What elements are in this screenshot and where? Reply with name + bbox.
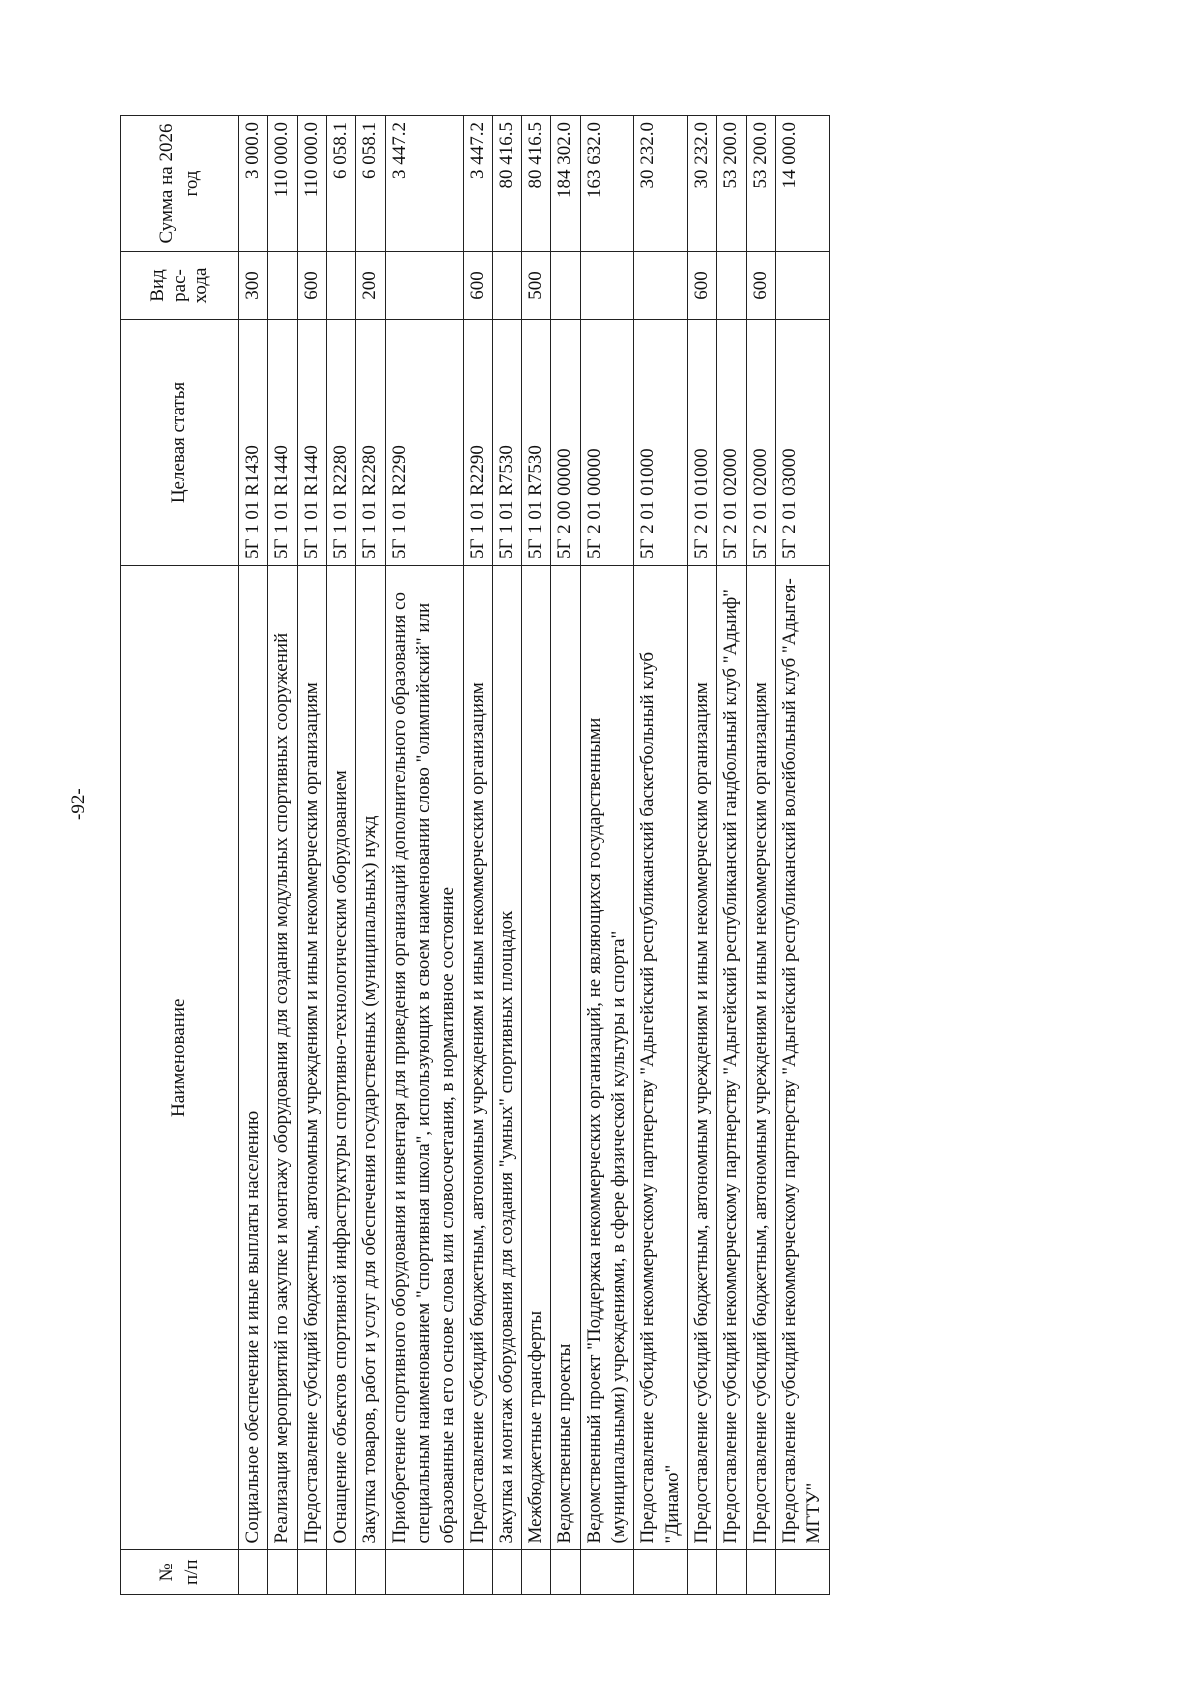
- row-number: [746, 1550, 775, 1595]
- table-row: [746, 116, 775, 1595]
- row-number: [268, 1550, 297, 1595]
- row-amount: 163 632.0: [580, 116, 634, 252]
- row-expense-type: [551, 251, 580, 319]
- table-row: [522, 116, 551, 1595]
- row-name: Межбюджетные трансферты: [522, 566, 551, 1550]
- table-body: [239, 116, 830, 1595]
- header-kind: Вид рас-хода: [121, 251, 239, 319]
- row-number: [688, 1550, 717, 1595]
- header-num: № п/п: [121, 1550, 239, 1595]
- row-amount: 30 232.0: [634, 116, 688, 252]
- row-amount: 14 000.0: [775, 116, 829, 252]
- row-amount: 110 000.0: [268, 116, 297, 252]
- row-expense-type: 600: [688, 251, 717, 319]
- row-expense-type: 600: [297, 251, 326, 319]
- row-number: [239, 1550, 268, 1595]
- table-row: [688, 116, 717, 1595]
- row-name: Предоставление субсидий бюджетным, автономным учреждениям и иным некоммерческим организациям: [297, 566, 326, 1550]
- header-code: Целевая статья: [121, 319, 239, 565]
- table-row: [717, 116, 746, 1595]
- row-name: Ведомственные проекты: [551, 566, 580, 1550]
- row-target-article: 5Г 2 00 00000: [551, 319, 580, 565]
- row-number: [356, 1550, 385, 1595]
- row-expense-type: [775, 251, 829, 319]
- row-name: Приобретение спортивного оборудования и инвентаря для приведения организаций дополнительного образования со специальным наименованием "спортивная школа", использующих в своем наименовании слово "олимпийский" или образованные на его основе слова или словосочетания, в нормативное состояние: [385, 566, 463, 1550]
- row-name: Закупка и монтаж оборудования для создания "умных" спортивных площадок: [492, 566, 521, 1550]
- row-number: [551, 1550, 580, 1595]
- row-amount: 6 058.1: [356, 116, 385, 252]
- row-name: Ведомственный проект "Поддержка некоммерческих организаций, не являющихся государственными (муниципальными) учреждениями, в сфере физической культуры и спорта": [580, 566, 634, 1550]
- table-row: [775, 116, 829, 1595]
- rotated-table-container: [120, 115, 1060, 1595]
- row-number: [634, 1550, 688, 1595]
- row-target-article: 5Г 1 01 R1430: [239, 319, 268, 565]
- row-number: [326, 1550, 355, 1595]
- table-row: [492, 116, 521, 1595]
- row-name: Предоставление субсидий некоммерческому партнерству "Адыгейский республиканский гандбольный клуб "Адыиф": [717, 566, 746, 1550]
- row-number: [463, 1550, 492, 1595]
- row-target-article: 5Г 2 01 01000: [688, 319, 717, 565]
- row-name: Закупка товаров, работ и услуг для обеспечения государственных (муниципальных) нужд: [356, 566, 385, 1550]
- row-target-article: 5Г 2 01 02000: [717, 319, 746, 565]
- row-name: Предоставление субсидий бюджетным, автономным учреждениям и иным некоммерческим организациям: [746, 566, 775, 1550]
- row-amount: 6 058.1: [326, 116, 355, 252]
- row-amount: 110 000.0: [297, 116, 326, 252]
- row-target-article: 5Г 1 01 R2280: [356, 319, 385, 565]
- row-target-article: 5Г 2 01 03000: [775, 319, 829, 565]
- row-expense-type: 300: [239, 251, 268, 319]
- row-target-article: 5Г 1 01 R1440: [297, 319, 326, 565]
- row-amount: 3 447.2: [463, 116, 492, 252]
- row-target-article: 5Г 1 01 R7530: [492, 319, 521, 565]
- row-number: [775, 1550, 829, 1595]
- row-amount: 184 302.0: [551, 116, 580, 252]
- table-row: [356, 116, 385, 1595]
- row-expense-type: [717, 251, 746, 319]
- row-amount: 80 416.5: [522, 116, 551, 252]
- row-number: [297, 1550, 326, 1595]
- row-expense-type: [492, 251, 521, 319]
- row-target-article: 5Г 1 01 R2280: [326, 319, 355, 565]
- row-expense-type: 200: [356, 251, 385, 319]
- row-target-article: 5Г 1 01 R7530: [522, 319, 551, 565]
- row-target-article: 5Г 1 01 R2290: [385, 319, 463, 565]
- row-name: Предоставление субсидий некоммерческому партнерству "Адыгейский республиканский волейбольный клуб "Адыгея-МГТУ": [775, 566, 829, 1550]
- row-amount: 53 200.0: [717, 116, 746, 252]
- table-row: [634, 116, 688, 1595]
- row-expense-type: 600: [746, 251, 775, 319]
- row-number: [385, 1550, 463, 1595]
- row-expense-type: [268, 251, 297, 319]
- row-amount: 30 232.0: [688, 116, 717, 252]
- table-row: [580, 116, 634, 1595]
- row-number: [522, 1550, 551, 1595]
- table-row: [268, 116, 297, 1595]
- row-number: [580, 1550, 634, 1595]
- row-expense-type: [580, 251, 634, 319]
- row-expense-type: [634, 251, 688, 319]
- row-name: Предоставление субсидий бюджетным, автономным учреждениям и иным некоммерческим организациям: [463, 566, 492, 1550]
- page-number: -92-: [68, 788, 89, 820]
- row-amount: 80 416.5: [492, 116, 521, 252]
- table-header: [121, 116, 239, 1595]
- row-amount: 53 200.0: [746, 116, 775, 252]
- row-amount: 3 447.2: [385, 116, 463, 252]
- row-name: Предоставление субсидий некоммерческому партнерству "Адыгейский республиканский баскетбольный клуб "Динамо": [634, 566, 688, 1550]
- row-target-article: 5Г 2 01 02000: [746, 319, 775, 565]
- table-row: [297, 116, 326, 1595]
- row-expense-type: [326, 251, 355, 319]
- row-target-article: 5Г 1 01 R2290: [463, 319, 492, 565]
- row-target-article: 5Г 2 01 01000: [634, 319, 688, 565]
- row-expense-type: [385, 251, 463, 319]
- table-row: [463, 116, 492, 1595]
- row-target-article: 5Г 2 01 00000: [580, 319, 634, 565]
- row-name: Социальное обеспечение и иные выплаты населению: [239, 566, 268, 1550]
- row-name: Реализация мероприятий по закупке и монтажу оборудования для создания модульных спортивных сооружений: [268, 566, 297, 1550]
- row-amount: 3 000.0: [239, 116, 268, 252]
- row-name: Оснащение объектов спортивной инфраструктуры спортивно-технологическим оборудованием: [326, 566, 355, 1550]
- row-number: [717, 1550, 746, 1595]
- table-row: [551, 116, 580, 1595]
- row-target-article: 5Г 1 01 R1440: [268, 319, 297, 565]
- table-row: [239, 116, 268, 1595]
- header-sum: Сумма на 2026 год: [121, 116, 239, 252]
- row-expense-type: 600: [463, 251, 492, 319]
- budget-table: [120, 115, 830, 1595]
- row-name: Предоставление субсидий бюджетным, автономным учреждениям и иным некоммерческим организациям: [688, 566, 717, 1550]
- table-row: [326, 116, 355, 1595]
- row-expense-type: 500: [522, 251, 551, 319]
- header-name: Наименование: [121, 566, 239, 1550]
- table-row: [385, 116, 463, 1595]
- row-number: [492, 1550, 521, 1595]
